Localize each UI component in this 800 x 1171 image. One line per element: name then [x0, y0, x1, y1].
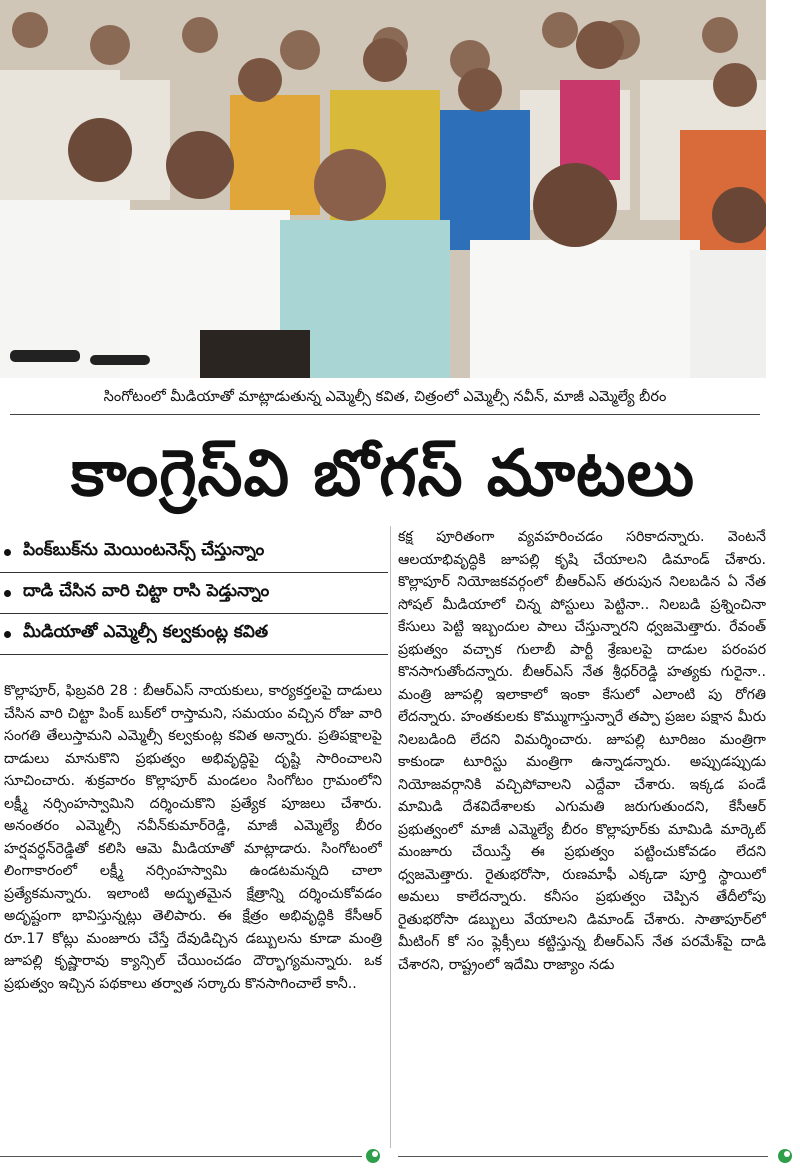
article-paragraph: కక్ష పూరితంగా వ్యవహరించడం సరికాదన్నారు. వెంటనే ఆలయాభివృద్ధికి జూపల్లి కృషి చేయాలని డిమాండ్ చేశారు. కొల్లాపూర్ నియోజకవర్గంలో బీఆర్‌ఎస్ తరుపున నిలబడిన ఏ నేత సోషల్ మీడియాలో చిన్న పోస్టులు పెట్టినా.. నిలబడి ప్రశ్నించినా కేసులు పెట్టి ఇబ్బందుల పాలు చేస్తున్నారని ధ్వజమెత్తారు. రేవంత్ ప్రభుత్వం వచ్చాక గులాబీ పార్టీ శ్రేణులపై దాడుల పరంపర కొనసాగుతోందన్నారు. బీఆర్‌ఎస్ నేత శ్రీధర్‌రెడ్డి హత్యకు గురైనా.. మంత్రి జూపల్లి ఇలాకాలో ఇంకా కేసులో ఎలాంటి పు రోగతి లేదన్నారు. హంతకులకు కొమ్ముగాస్తున్నారే తప్పా ప్రజల పక్షాన మీరు నిలబడింది లేదని విమర్శించారు. జూపల్లి టూరిజం మంత్రిగా కాకుండా టూరిస్టు మంత్రిగా ఉన్నాడన్నారు. అప్పుడప్పుడు నియోజవర్గానికి వచ్చిపోవాలని ఎద్దేవా చేశారు. ఇక్కడ పండే మామిడి దేశవిదేశాలకు ఎగుమతి జరుగుతుందని, కేసీఆర్ ప్రభుత్వంలో మాజీ ఎమ్మెల్యే బీరం కొల్లాపూర్‌కు మామిడి మార్కెట్ మంజూరు చేయిస్తే ఈ ప్రభుత్వం పట్టించుకోవడం లేదని ధ్వజమెత్తారు. రైతుభరోసా, రుణమాఫీ ఎక్కడా పూర్తి స్థాయిలో అమలు కాలేదన్నారు. కనీసం ప్రభుత్వం చెప్పిన తేదీలోపు రైతుభరోసా డబ్బులు వేయాలని డిమాండ్ చేశారు. సాతాపూర్‌లో మీటింగ్ కో సం ఫ్లెక్సీలు కట్టిస్తున్న బీఆర్‌ఎస్ నేత పరమేశ్‌పై దాడి చేశారని, రాష్ట్రంలో ఇదేమి రాజ్యాం నడు — [398, 529, 766, 973]
highlight-text: మీడియాతో ఎమ్మెల్సీ కల్వకుంట్ల కవిత — [23, 622, 269, 642]
column-divider — [390, 526, 391, 1148]
bullet-icon — [4, 631, 11, 638]
footer-divider — [398, 1156, 768, 1157]
highlights-list — [0, 532, 388, 655]
publication-logo-icon — [776, 1147, 794, 1165]
bullet-icon — [4, 590, 11, 597]
photo-caption: సింగోటంలో మీడియాతో మాట్లాడుతున్న ఎమ్మెల్సీ కవిత, చిత్రంలో ఎమ్మెల్సీ నవీన్, మాజీ ఎమ్మెల్యే బీరం — [10, 386, 760, 415]
list-item — [0, 532, 388, 573]
news-photo — [0, 0, 766, 378]
highlight-text: పింక్‌బుక్‌ను మెయింటనెన్స్ చేస్తున్నాం — [23, 540, 265, 560]
page-title: కాంగ్రెస్‌వి బోగస్ మాటలు — [71, 437, 695, 511]
publication-logo-icon — [364, 1147, 382, 1165]
article-column-left — [4, 680, 382, 1150]
bullet-icon — [4, 549, 11, 556]
article-column-right — [398, 526, 766, 1146]
article-paragraph: కొల్లాపూర్, ఫిబ్రవరి 28 : బీఆర్‌ఎస్ నాయకులు, కార్యకర్తలపై దాడులు చేసిన వారి చిట్టా పింక్ బుక్‌లో రాస్తామని, సమయం వచ్చిన రోజు వారి సంగతి తేలుస్తామని ఎమ్మెల్సీ కల్వకుంట్ల కవిత అన్నారు. ప్రతిపక్షాలపై దాడులు మానుకొని ప్రభుత్వం అభివృద్ధిపై దృష్టి సారించాలని సూచించారు. శుక్రవారం కొల్లాపూర్ మండలం సింగోటం గ్రామంలోని లక్ష్మీ నర్సింహస్వామిని దర్శించుకొని ప్రత్యేక పూజలు చేశారు. అనంతరం ఎమ్మెల్సీ నవీన్‌కుమార్‌రెడ్డి, మాజీ ఎమ్మెల్యే బీరం హర్షవర్ధన్‌రెడ్డితో కలిసి ఆమె మీడియాతో మాట్లాడారు. సింగోటంలో లింగాకారంలో లక్ష్మీ నర్సింహస్వామి ఉండటమన్నది చాలా ప్రత్యేకమన్నారు. ఇలాంటి అద్భుతమైన క్షేత్రాన్ని దర్శించుకోవడం అదృష్టంగా భావిస్తున్నట్లు తెలిపారు. ఈ క్షేత్రం అభివృద్ధికి కేసీఆర్ రూ.17 కోట్లు మంజూరు చేస్తే దేవుడిచ్చిన డబ్బులను కూడా మంత్రి జూపల్లి కృష్ణారావు క్యాన్సిల్ చేయించడం దౌర్భాగ్యమన్నారు. ఒక ప్రభుత్వం ఇచ్చిన పథకాలు తర్వాత సర్కారు కొనసాగించాలే కానీ.. — [4, 683, 382, 992]
footer-divider — [0, 1156, 362, 1157]
highlight-text: దాడి చేసిన వారి చిట్టా రాసి పెడ్తున్నాం — [23, 581, 270, 601]
list-item — [0, 573, 388, 614]
list-item — [0, 614, 388, 655]
photo-illustration — [0, 0, 766, 378]
